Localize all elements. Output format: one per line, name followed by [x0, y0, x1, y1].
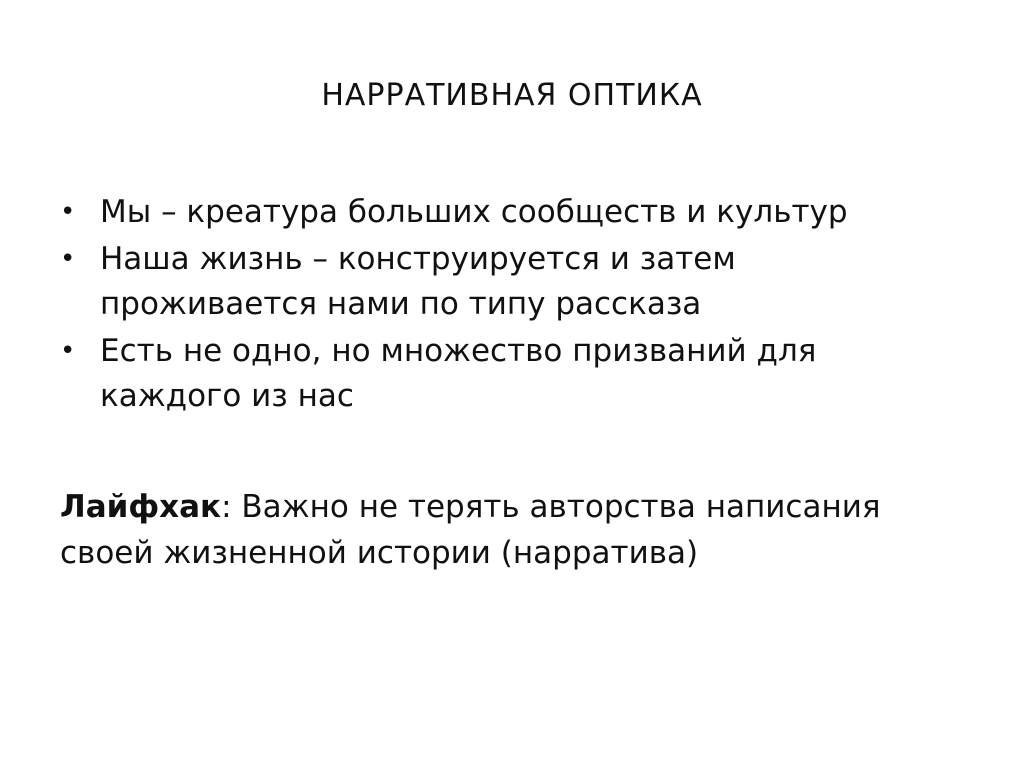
bullet-text: Наша жизнь – конструируется и затем проживается нами по типу рассказа — [100, 241, 736, 322]
bullet-item — [60, 237, 960, 327]
bullet-marker: • — [60, 244, 76, 274]
bullet-item — [60, 329, 960, 419]
lifehack-label: Лайфхак — [60, 489, 222, 525]
bullet-item — [60, 190, 960, 235]
lifehack-separator: : — [221, 489, 232, 525]
slide-title: НАРРАТИВНАЯ ОПТИКА — [321, 78, 703, 113]
bullet-text: Мы – креатура больших сообществ и культур — [100, 194, 848, 230]
bullet-marker: • — [60, 197, 76, 227]
lifehack-paragraph — [60, 484, 980, 576]
bullet-text: Есть не одно, но множество призваний для каждого из нас — [100, 333, 817, 414]
bullet-list — [60, 190, 960, 421]
bullet-marker: • — [60, 336, 76, 366]
lifehack-text: Важно не терять авторства написания своей жизненной истории (нарратива) — [60, 489, 881, 571]
